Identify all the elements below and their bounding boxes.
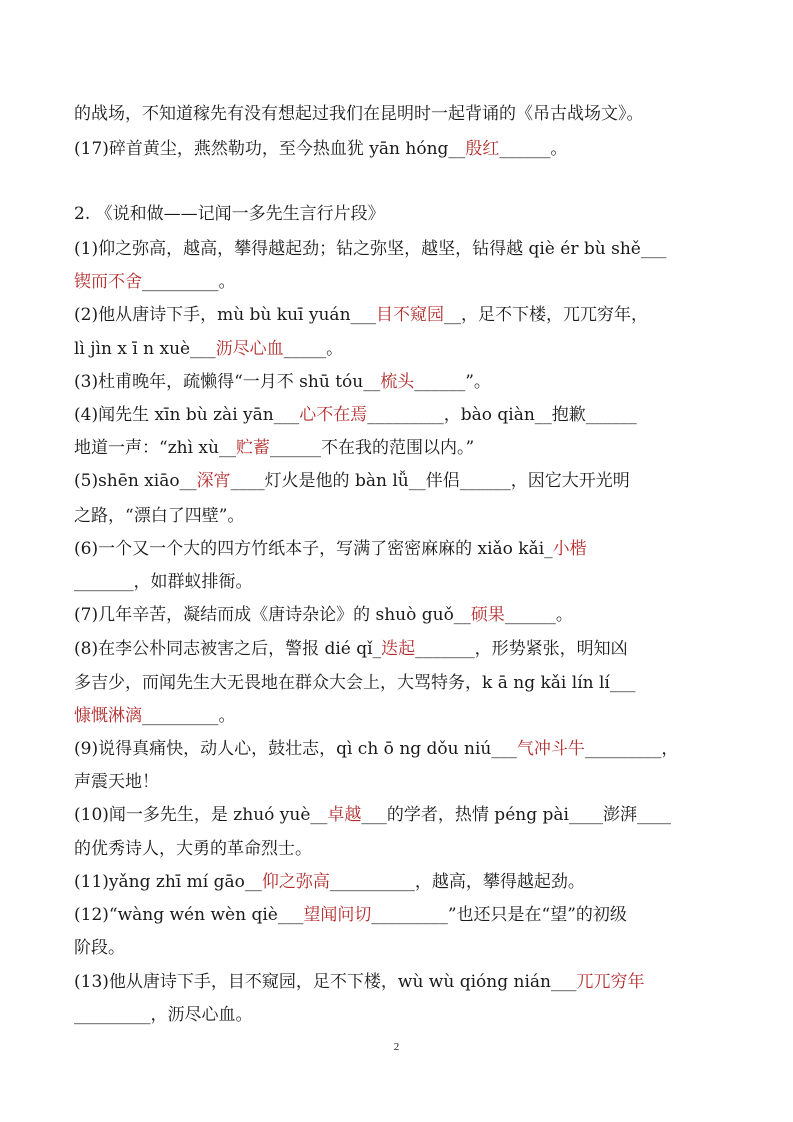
answer: 仰之弥高	[261, 872, 330, 892]
text-line: (7)几年辛苦，凝结而成《唐诗杂论》的 shuò guǒ__硕果______。	[74, 605, 573, 625]
text-line: (3)杜甫晚年，疏懒得“一月不 shū tóu__梳头______”。	[74, 372, 491, 392]
text-line: _________，沥尽心血。	[74, 1005, 253, 1025]
text-line: 慷慨淋漓_________。	[74, 706, 236, 726]
text-line: 的战场，不知道稼先有没有想起过我们在昆明时一起背诵的《吊古战场文》。	[74, 104, 644, 124]
text-line: 多吉少，而闻先生大无畏地在群众大会上，大骂特务，k ā ng kǎi lín lí___	[74, 673, 636, 693]
answer: 目不窥园	[376, 305, 445, 325]
answer: 殷红	[465, 139, 500, 159]
text-line: (17)碎首黄尘，燕然勒功，至今热血犹 yān hóng__殷红______。	[74, 139, 568, 159]
answer: 深宵	[196, 471, 231, 491]
answer: 迭起	[381, 639, 416, 659]
text-line: (8)在李公朴同志被害之后，警报 dié qǐ_迭起_______，形势紧张，明知凶	[74, 639, 628, 659]
text-line: 之路，“漂白了四壁”。	[74, 506, 245, 526]
text-line: 的优秀诗人，大勇的革命烈士。	[74, 839, 312, 859]
answer: 小楷	[552, 539, 587, 559]
answer: 沥尽心血	[215, 339, 284, 359]
text-line: (1)仰之弥高，越高，攀得越起劲；钻之弥坚，越坚，钻得越 qiè ér bù shě___	[74, 239, 667, 259]
text-line: (11)yǎng zhī mí gāo__仰之弥高__________，越高，攀得越起劲。	[74, 872, 585, 892]
answer: 梳头	[380, 372, 415, 392]
text-line: (12)“wàng wén wèn qiè___望闻问切_________”也还只是在“望”的初级	[74, 905, 627, 925]
answer: 卓越	[327, 805, 362, 825]
text-line: 声震天地！	[74, 772, 159, 792]
text-line: 锲而不舍_________。	[74, 272, 236, 292]
answer: 硕果	[470, 605, 505, 625]
text-line: _______，如群蚁排衙。	[74, 572, 253, 592]
text-line: (4)闻先生 xīn bù zài yān___心不在焉_________，bào qiàn__抱歉______	[74, 405, 637, 425]
answer: 兀兀穷年	[576, 972, 645, 992]
answer: 贮蓄	[235, 438, 270, 458]
text-line: 阶段。	[74, 938, 125, 958]
page-number: 2	[393, 1041, 400, 1053]
text-line: (13)他从唐诗下手，目不窥园，足不下楼，wù wù qióng nián___兀兀穷年	[74, 972, 645, 992]
answer: 锲而不舍	[74, 272, 142, 292]
text-line: (2)他从唐诗下手，mù bù kuī yuán___目不窥园__，足不下楼，兀兀穷年，	[74, 305, 649, 325]
text-line: 地道一声：“zhì xù__贮蓄______不在我的范围以内。”	[74, 438, 475, 458]
text-line: (9)说得真痛快，动人心，鼓壮志，qì ch ō ng dǒu niú___气冲斗牛_________，	[74, 739, 679, 759]
text-line: (6)一个又一个大的四方竹纸本子，写满了密密麻麻的 xiǎo kǎi_小楷	[74, 539, 587, 559]
text-line: (10)闻一多先生，是 zhuó yuè__卓越___的学者，热情 péng pài____澎湃____	[74, 805, 671, 825]
text-line: lì jìn x ī n xuè___沥尽心血_____。	[74, 339, 344, 359]
answer: 望闻问切	[303, 905, 372, 925]
answer: 慷慨淋漓	[74, 706, 142, 726]
text-line: (5)shēn xiāo__深宵____灯火是他的 bàn lǚ__伴侣______，因它大开光明	[74, 471, 630, 491]
answer: 心不在焉	[299, 405, 368, 425]
answer: 气冲斗牛	[516, 739, 585, 759]
section-heading: 2. 《说和做——记闻一多先生言行片段》	[74, 204, 385, 224]
